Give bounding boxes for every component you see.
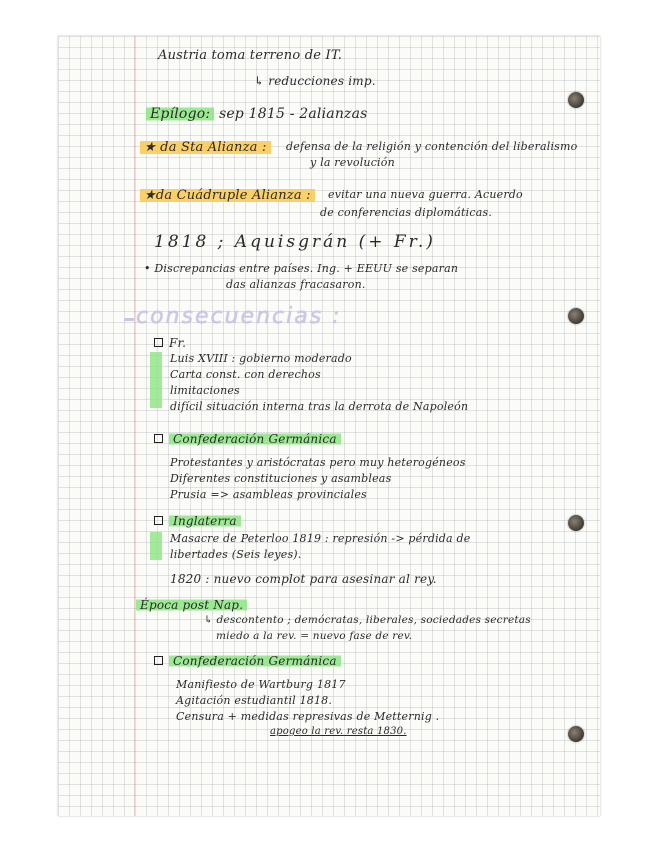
fr-item-1: Luis XVIII : gobierno moderado [170, 352, 352, 365]
confed-2-label: Confederación Germánica [154, 654, 341, 668]
binder-hole-3 [568, 515, 584, 531]
line-austria: Austria toma terreno de IT. [158, 48, 343, 63]
inglaterra-label: Inglaterra [154, 514, 241, 528]
checkbox-icon [154, 338, 163, 347]
epoca-line-2: miedo a la rev. = nuevo fase de rev. [216, 630, 413, 642]
binder-hole-4 [568, 726, 584, 742]
wartburg-line: Manifiesto de Wartburg 1817 [176, 678, 346, 691]
epilogo-rest: sep 1815 - 2alianzas [218, 106, 368, 122]
cuadruple-text-1: evitar una nueva guerra. Acuerdo [328, 188, 523, 201]
aquisgran-line: 1818 ; Aquisgrán (+ Fr.) [154, 232, 436, 252]
fr-item-2: Carta const. con derechos [170, 368, 321, 381]
apogeo-line: apogeo la rev. resta 1830. [270, 726, 407, 737]
complot-line: 1820 : nuevo complot para asesinar al rey. [170, 572, 437, 586]
checkbox-icon [154, 434, 163, 443]
notebook-page [58, 36, 600, 816]
confed-1-item-1: Protestantes y aristócratas pero muy heterogéneos [170, 456, 466, 469]
sta-alianza-text-2: y la revolución [310, 156, 395, 169]
section-heading-consecuencias: consecuencias : [136, 304, 342, 329]
fr-label: Fr. [154, 336, 186, 350]
checkbox-icon [154, 516, 163, 525]
epoca-label: Época post Nap. [136, 598, 247, 612]
sta-alianza-label: ★ da Sta Alianza : [140, 140, 271, 155]
fr-item-3: limitaciones [170, 384, 240, 397]
confed-1-label: Confederación Germánica [154, 432, 341, 446]
line-reducciones: ↳ reducciones imp. [254, 74, 376, 88]
binder-hole-2 [568, 308, 584, 324]
discrepancias-2: das alianzas fracasaron. [226, 278, 366, 291]
sta-alianza-text-1: defensa de la religión y contención del liberalismo [286, 140, 578, 153]
epilogo-label: Epílogo: [146, 106, 214, 122]
section-dash [124, 318, 134, 321]
epilogo-line [146, 106, 368, 122]
green-highlight-bar [150, 352, 162, 408]
green-highlight-bar [150, 532, 162, 560]
cuadruple-label: ★da Cuádruple Alianza : [140, 188, 315, 203]
cuadruple-text-2: de conferencias diplomáticas. [320, 206, 493, 219]
peterloo-2: libertades (Seis leyes). [170, 548, 302, 561]
censura-line: Censura + medidas represivas de Metternig . [176, 710, 440, 723]
epoca-line-1: ↳ descontento ; demócratas, liberales, sociedades secretas [204, 614, 531, 626]
peterloo-1: Masacre de Peterloo 1819 : represión -> pérdida de [170, 532, 471, 545]
confed-1-item-3: Prusia => asambleas provinciales [170, 488, 367, 501]
agitacion-line: Agitación estudiantil 1818. [176, 694, 333, 707]
checkbox-icon [154, 656, 163, 665]
confed-1-item-2: Diferentes constituciones y asambleas [170, 472, 392, 485]
fr-item-4: difícil situación interna tras la derrota de Napoleón [170, 400, 469, 413]
margin-line [134, 36, 135, 816]
discrepancias-1: • Discrepancias entre países. Ing. + EEUU se separan [144, 262, 459, 275]
binder-hole-1 [568, 92, 584, 108]
